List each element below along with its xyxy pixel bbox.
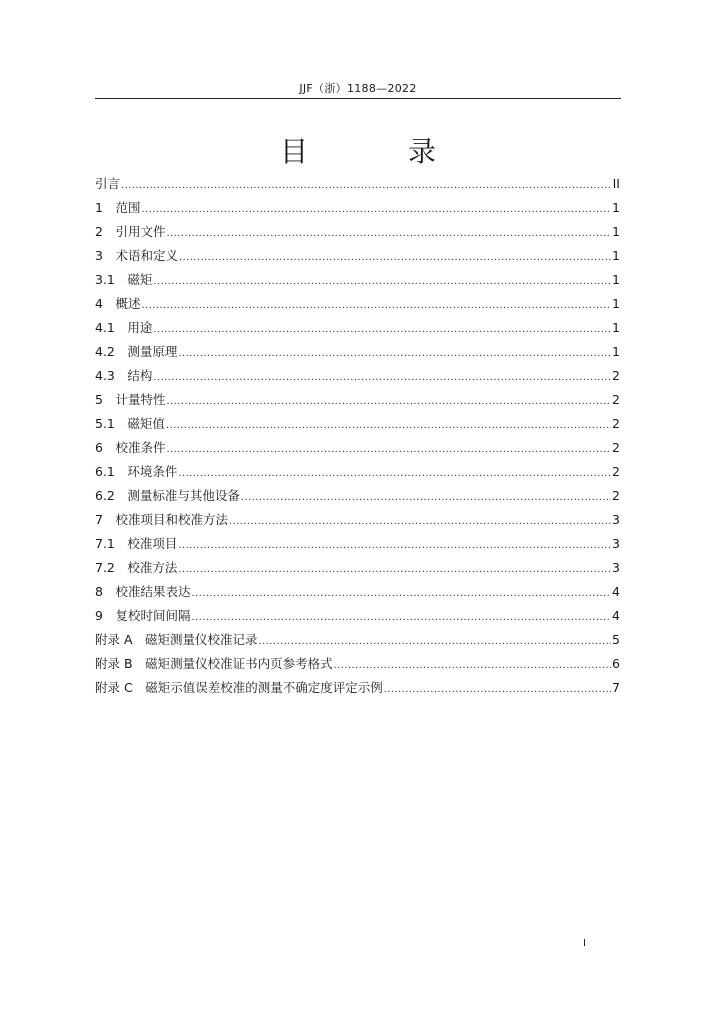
toc-entry[interactable] (95, 580, 620, 604)
toc-entry-title: 测量标准与其他设备 (127, 488, 240, 503)
toc-entry-number: 6 (95, 440, 116, 455)
toc-entry-title: 校准结果表达 (115, 584, 191, 599)
toc-entry-page: 1 (612, 296, 620, 311)
toc-entry[interactable] (95, 196, 620, 220)
table-of-contents (95, 172, 620, 700)
toc-entry[interactable] (95, 484, 620, 508)
toc-entry-title: 磁矩 (127, 272, 153, 287)
toc-entry-title: 校准项目 (127, 536, 178, 551)
toc-entry-title: 概述 (115, 296, 141, 311)
toc-entry-number: 3.1 (95, 272, 128, 287)
toc-entry-page: 7 (612, 680, 620, 695)
toc-entry-title: 测量原理 (127, 344, 178, 359)
toc-entry[interactable] (95, 172, 620, 196)
toc-entry-title: 磁矩示值误差校准的测量不确定度评定示例 (145, 680, 383, 695)
toc-entry-page: 5 (612, 632, 620, 647)
toc-entry-page: 1 (612, 248, 620, 263)
toc-entry-page: 6 (612, 656, 620, 671)
toc-entry-page: 1 (612, 320, 620, 335)
toc-entry[interactable] (95, 556, 620, 580)
toc-entry[interactable] (95, 268, 620, 292)
toc-dot-leader (166, 438, 611, 462)
toc-entry-number: 7 (95, 512, 116, 527)
toc-entry[interactable] (95, 652, 620, 676)
toc-entry[interactable] (95, 364, 620, 388)
page-number: I (583, 938, 586, 949)
toc-entry[interactable] (95, 388, 620, 412)
toc-entry[interactable] (95, 604, 620, 628)
toc-dot-leader (166, 222, 611, 246)
toc-dot-leader (178, 462, 611, 486)
toc-entry-page: 2 (612, 368, 620, 383)
toc-entry-number: 4.1 (95, 320, 128, 335)
toc-dot-leader (241, 486, 611, 510)
toc-entry[interactable] (95, 508, 620, 532)
toc-entry-page: 2 (612, 416, 620, 431)
toc-entry-title: 环境条件 (127, 464, 178, 479)
toc-entry-number: 6.1 (95, 464, 128, 479)
toc-dot-leader (166, 414, 611, 438)
toc-entry-title: 术语和定义 (115, 248, 178, 263)
toc-entry[interactable] (95, 532, 620, 556)
toc-entry-title: 用途 (127, 320, 153, 335)
document-code-header: JJF（浙）1188—2022 (299, 82, 417, 95)
toc-dot-leader (153, 270, 611, 294)
toc-dot-leader (191, 606, 611, 630)
toc-dot-leader (121, 174, 612, 198)
toc-entry-page: 1 (612, 344, 620, 359)
header-rule (95, 98, 621, 99)
toc-entry-title: 结构 (127, 368, 153, 383)
toc-dot-leader (334, 654, 611, 678)
toc-entry-page: 1 (612, 224, 620, 239)
toc-entry-title: 引用文件 (115, 224, 166, 239)
toc-entry-number: 附录 B (95, 656, 146, 671)
toc-entry-page: 4 (612, 584, 620, 599)
toc-entry-title: 范围 (115, 200, 141, 215)
toc-dot-leader (179, 246, 611, 270)
toc-entry-page: 2 (612, 392, 620, 407)
toc-entry-title: 复校时间间隔 (115, 608, 191, 623)
toc-entry-title: 引言 (95, 176, 121, 191)
toc-entry-title: 磁矩测量仪校准记录 (145, 632, 258, 647)
toc-entry-number: 6.2 (95, 488, 128, 503)
toc-entry[interactable] (95, 292, 620, 316)
page-title: 目 录 (279, 135, 472, 168)
toc-entry-title: 计量特性 (115, 392, 166, 407)
toc-entry-number: 附录 A (95, 632, 146, 647)
toc-dot-leader (166, 390, 611, 414)
toc-entry-number: 9 (95, 608, 116, 623)
toc-dot-leader (178, 534, 611, 558)
toc-dot-leader (141, 294, 611, 318)
toc-entry[interactable] (95, 412, 620, 436)
toc-entry-page: 3 (612, 536, 620, 551)
toc-entry-title: 磁矩值 (127, 416, 165, 431)
toc-entry-number: 4 (95, 296, 116, 311)
toc-entry-number: 8 (95, 584, 116, 599)
toc-dot-leader (153, 366, 611, 390)
toc-entry[interactable] (95, 340, 620, 364)
toc-entry[interactable] (95, 220, 620, 244)
toc-entry-number: 7.2 (95, 560, 128, 575)
toc-entry-page: 1 (612, 200, 620, 215)
toc-entry[interactable] (95, 436, 620, 460)
toc-entry[interactable] (95, 628, 620, 652)
toc-dot-leader (191, 582, 611, 606)
toc-entry-title: 校准项目和校准方法 (115, 512, 228, 527)
toc-entry-number: 4.3 (95, 368, 128, 383)
toc-entry-page: 1 (612, 272, 620, 287)
toc-entry-number: 4.2 (95, 344, 128, 359)
toc-entry[interactable] (95, 460, 620, 484)
toc-entry-number: 3 (95, 248, 116, 263)
toc-entry-page: 2 (612, 488, 620, 503)
toc-entry-number: 5 (95, 392, 116, 407)
toc-entry-number: 附录 C (95, 680, 146, 695)
toc-entry-page: 3 (612, 560, 620, 575)
toc-entry-number: 7.1 (95, 536, 128, 551)
toc-dot-leader (229, 510, 611, 534)
toc-entry[interactable] (95, 676, 620, 700)
toc-dot-leader (384, 678, 611, 702)
toc-dot-leader (178, 342, 611, 366)
toc-entry-page: 2 (612, 464, 620, 479)
toc-entry-title: 磁矩测量仪校准证书内页参考格式 (145, 656, 333, 671)
toc-entry-title: 校准方法 (127, 560, 178, 575)
toc-entry-number: 1 (95, 200, 116, 215)
toc-dot-leader (259, 630, 612, 654)
toc-entry-page: 3 (612, 512, 620, 527)
toc-dot-leader (153, 318, 611, 342)
toc-entry[interactable] (95, 316, 620, 340)
toc-entry-title: 校准条件 (115, 440, 166, 455)
toc-entry-page: II (612, 176, 620, 191)
toc-entry-number: 2 (95, 224, 116, 239)
toc-entry-page: 2 (612, 440, 620, 455)
toc-entry-page: 4 (612, 608, 620, 623)
toc-entry[interactable] (95, 244, 620, 268)
toc-entry-number: 5.1 (95, 416, 128, 431)
toc-dot-leader (178, 558, 611, 582)
toc-dot-leader (141, 198, 611, 222)
